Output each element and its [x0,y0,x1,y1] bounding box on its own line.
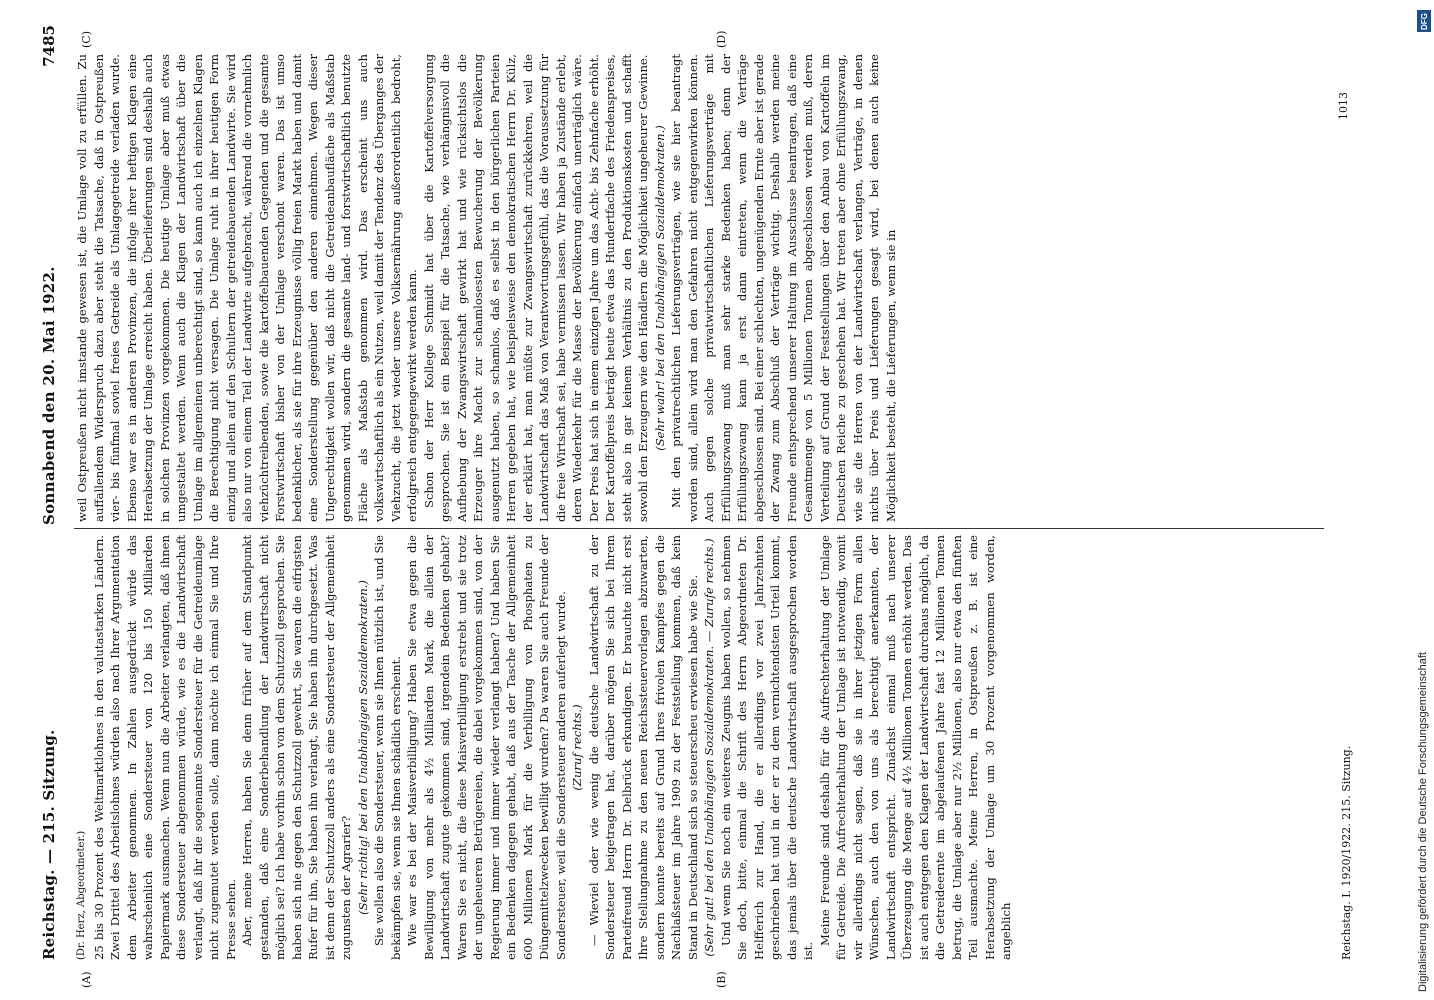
paragraph: Meine Freunde sind deshalb für die Aufrechterhaltung der Umlage für Getreide. Die Aufrechterhaltung der Umlage ist notwendig, womit wir allerdings nicht sagen, daß sie in ihrer jetzigen Form allen Wünschen, auch den von uns als berechtigt anerkannten, der Landwirtschaft entspricht. Zunächst einmal muß nach unserer Überzeugung die Menge auf 4½ Millionen Tonnen erhöht werden. Das ist auch entgegen den Klagen der Landwirtschaft durchaus möglich, da die Getreideernte im abgelaufenen Jahre fast 12 Millionen Tonnen betrug, die Umlage aber nur 2½ Millionen, also nur etwa den fünften Teil ausmachte. Meine Herren, in Ostpreußen z. B. ist eine Herabsetzung der Umlage um 30 Prozent vorgenommen worden, angeblich [817,535,1013,960]
digitization-credit: Digitalisierung gefördert durch die Deutsche Forschungsgemeinschaft [1417,652,1429,992]
paragraph: Schon der Herr Kollege Schmidt hat über die Kartoffelversorgung gesprochen. Sie ist ein Beispiel für die Tatsache, wie verhängnisvoll die Aufhebung der Zwangswirtschaft gewirkt hat und wie rücksichtslos die Erzeuger ihre Macht zur schamlosesten Bewucherung der Bevölkerung ausgenutzt haben, so schamlos, daß es selbst in den bürgerlichen Parteien Herren gegeben hat, wie beispielsweise den demokratischen Herrn Dr. Külz, der erklärt hat, man müßte zur Zwangswirtschaft zurückkehren, weil die Landwirtschaft das Maß von Verantwortungsgefühl, das die Voraussetzung für die freie Wirtschaft sei, habe vermissen lassen. Wir haben ja Zustände erlebt, deren Wiederkehr für die Masse der Bevölkerung einfach unerträglich wäre. Der Preis hat sich in einem einzigen Jahre um das Acht- bis Zehnfache erhöht. Der Kartoffelpreis beträgt heute etwa das Hundertfache des Friedenspreises, steht also in gar keinem Verhältnis zu den Produktionskosten und schafft sowohl den Erzeugern wie den Händlern die Möglichkeit ungeheurer Gewinne. [421,54,650,522]
left-text-column [74,535,1015,960]
header-date: Sonnabend den 20. Mai 1922. [40,266,58,525]
dfg-logo-text: DFG [1419,12,1429,30]
margin-marker-b: (B) [715,971,728,988]
margin-marker-c: (C) [80,31,93,48]
header-left: Reichstag. — 215. Sitzung. [40,729,58,960]
paragraph: 25 bis 30 Prozent des Weltmarktlohnes in den valutastarken Ländern. Zwei Drittel des Arbeitslohnes würden also nach Ihrer Argumentation dem Arbeiter genommen. In Zahlen ausgedrückt würde das wahrscheinlich eine Sondersteuer von 120 bis 150 Milliarden Papiermark ausmachen. Wenn nun die Arbeiter verlangten, daß ihnen diese Sondersteuer abgenommen würde, wie es die Landwirtschaft verlangt, daß ihr die sogenannte Sondersteuer für die Getreideumlage nicht zugemutet werden solle, dann möchte ich einmal Sie und Ihre Presse sehen. [91,535,238,960]
page-header [40,25,66,960]
paragraph: (Sehr wahr! bei den Unabhängigen Sozialdemokraten.) [652,125,667,451]
paragraph: (Zuruf rechts.) [570,704,584,791]
paragraph: (Sehr richtig! bei den Unabhängigen Sozialdemokraten.) [355,580,370,915]
margin-marker-d: (D) [715,30,728,48]
paragraph: Aber, meine Herren, haben Sie denn früher auf dem Standpunkt gestanden, daß eine Sonderbehandlung der Landwirtschaft nicht möglich sei? Ich habe vorhin schon von dem Schutzzoll gesprochen. Sie haben sich nie gegen den Schutzzoll gewehrt, Sie waren die eifrigsten Rufer für ihn, Sie haben ihn verlangt, Sie haben ihn durchgesetzt. Was ist denn der Schutzzoll anders als eine Sondersteuer der Allgemeinheit zugunsten der Agrarier? [240,535,353,960]
page-number: 7485 [40,25,58,67]
paragraph: (Dr. Herz, Abgeordneter.) [76,830,87,960]
paragraph: — Wieviel oder wie wenig die deutsche Landwirtschaft zu der Sondersteuer beigetragen hat, darüber mögen Sie sich bei Ihrem Parteifreund Herrn Dr. Delbrück erkundigen. Er brauchte nicht erst Ihre Stellungnahme zu den neuen Reichssteuervorlagen abzuwarten, sondern konnte bereits auf Grund Ihres frivolen Kampfes gegen die Nachlaßsteuer im Jahre 1909 zu der Feststellung kommen, daß kein Stand in Deutschland sich so steuerscheu erwiesen habe wie Sie. [586,535,700,960]
margin-marker-a: (A) [80,971,93,988]
paragraph: weil Ostpreußen nicht imstande gewesen ist, die Umlage voll zu erfüllen. Zu auffallendem Widerspruch dazu aber steht die Tatsache, daß in Ostpreußen vier- bis fünfmal soviel freies Getreide als Umlagegetreide verladen wurde. Ebenso war es in anderen Provinzen, die infolge ihrer heftigen Klagen eine Herabsetzung der Umlage erreicht haben. Überlieferungen sind deshalb auch in solchen Provinzen vorgekommen. Die heutige Umlage aber muß etwas umgestaltet werden. Wenn auch die Klagen der Landwirtschaft über die Umlage im allgemeinen unberechtigt sind, so kann auch ich einzelnen Klagen die Berechtigung nicht versagen. Die Umlage ruht in ihrer heutigen Form einzig und allein auf den Schultern der getreidebauenden Landwirte. Sie wird also nur von einem Teil der Landwirte aufgebracht, während die vornehmlich viehzüchtreibenden, sowie die kartoffelbauenden Gegenden und die gesamte Forstwirtschaft bisher von der Umlage verschont waren. Das ist umso bedenklicher, als sie für ihre Erzeugnisse völlig freien Markt haben und damit eine Sonderstellung gegenüber den anderen einnehmen. Wegen dieser Ungerechtigkeit wollen wir, daß nicht die Getreideanbaufläche als Maßstab genommen wird, sondern die gesamte land- und forstwirtschaftlich benutzte Fläche als Maßstab genommen wird. Das erscheint uns auch volkswirtschaftlich als ein Nutzen, weil damit der Tendenz des Überganges der Viehzucht, die jetzt wieder unsere Volksernährung außerordentlich bedroht, erfolgreich entgegengewirkt werden kann. [75,54,419,522]
column-divider [74,528,1324,529]
footer-page-ref: 1013 [1337,92,1350,120]
paragraph: Mit den privatrechtlichen Lieferungsverträgen, wie sie hier beantragt worden sind, allein wird man den Gefahren nicht entgegenwirken können. Auch gegen solche privatwirtschaftlichen Lieferungsverträge mit Erfüllungszwang muß man sehr starke Bedenken haben; denn der Erfüllungszwang kann ja erst dann eintreten, wenn die Verträge abgeschlossen sind. Bei einer schlechten, ungenügenden Ernte aber ist gerade der Zwang zum Abschluß der Verträge wichtig. Deshalb werden meine Freunde entsprechend unserer Haltung im Ausschusse beantragen, daß eine Gesamtmenge von 5 Millionen Tonnen abgeschlossen werden muß, deren Verteilung auf Grund der Feststellungen über den Anbau von Kartoffeln im Deutschen Reiche zu geschehen hat. Wir treten aber ohne Erfüllungszwang, wie sie die Herren von der Landwirtschaft verlangen, Verträge, in denen nichts über Preis und Lieferungen gesagt wird, bei denen auch keine Möglichkeit besteht, die Lieferungen, wenn sie in [669,54,898,522]
dfg-logo [1417,10,1431,32]
paragraph: (Sehr gut! bei den Unabhängigen Sozialdemokraten. — Zurufe rechts.) [702,538,716,957]
paragraph: Wie war es bei der Maisverbilligung? Haben Sie etwa gegen die Bewilligung von mehr als 4½ Milliarden Mark, die allein der Landwirtschaft zugute gekommen sind, irgendein Bedenken gehabt? Waren Sie es nicht, die diese Maisverbilligung erstrebt und sie trotz der ungeheueren Betrügereien, die dabei vorgekommen sind, von der Regierung immer und immer wieder verlangt haben? Und haben Sie ein Bedenken dagegen gehabt, daß aus der Tasche der Allgemeinheit 600 Millionen Mark für die Verbilligung von Phosphaten zu Düngemittelzwecken bewilligt wurden? Da waren Sie auch Freunde der Sondersteuer, weil die Sondersteuer anderen auferlegt wurde. [405,535,568,960]
right-text-column [74,54,899,522]
paragraph: Und wenn Sie noch ein weiteres Zeugnis haben wollen, so nehmen Sie doch, bitte, einmal die Schrift des Herrn Abgeordneten Dr. Helfferich zur Hand, die er allerdings vor zwei Jahrzehnten geschrieben hat und in der er zu dem vernichtendsten Urteil kommt, das jemals über die deutsche Landwirtschaft ausgesprochen worden ist. [718,535,815,960]
footer-text: Reichstag. I. 1920/1922. 215. Sitzung. [1340,745,1353,960]
paragraph: Sie wollen also die Sondersteuer, wenn sie Ihnen nützlich ist, und Sie bekämpfen sie, wenn sie Ihnen schädlich erscheint. [372,535,403,960]
